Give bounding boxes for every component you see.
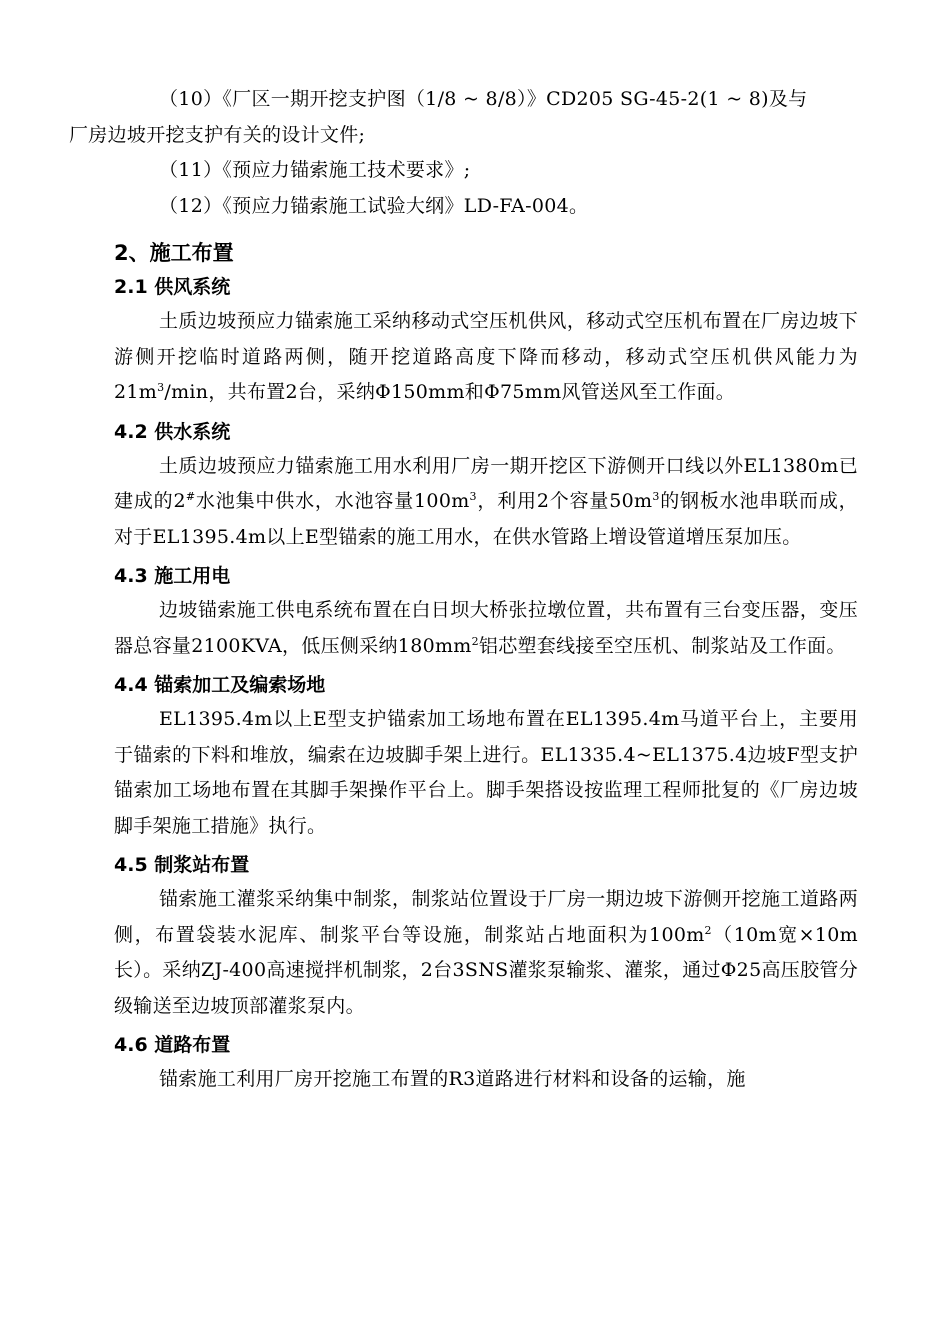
superscript: 2 xyxy=(471,634,479,648)
superscript: 3 xyxy=(469,490,477,503)
heading-4-2: 4.2 供水系统 xyxy=(114,420,231,443)
superscript: 3 xyxy=(652,490,660,503)
paragraph-4-2-text-b: 水池集中供水，水池容量100m xyxy=(195,490,470,512)
document-page xyxy=(69,82,858,1098)
paragraph-2-1-text-a: 土质边坡预应力锚索施工采纳移动式空压机供风，移动式空压机布置在厂房边坡下游侧开挖临时道路两侧，随开挖道路高度下降而移动，移动式空压机供风能力为21m xyxy=(114,310,858,403)
reference-10-line2: 厂房边坡开挖支护有关的设计文件; xyxy=(69,123,366,146)
paragraph-4-5-text-a: 锚索施工灌浆采纳集中制浆，制浆站位置设于厂房一期边坡下游侧开挖施工道路两侧，布置袋装水泥库、制浆平台等设施，制浆站占地面积为100m xyxy=(114,888,858,946)
reference-10 xyxy=(69,82,858,153)
heading-4-4: 4.4 锚索加工及编索场地 xyxy=(114,674,326,696)
heading-4-5: 4.5 制浆站布置 xyxy=(114,854,250,876)
paragraph-4-4: EL1395.4m以上E型支护锚索加工场地布置在EL1395.4m马道平台上，主要用于锚索的下料和堆放，编索在边坡脚手架上进行。EL1335.4~EL1375.4边坡F型支护锚索加工场地布置在其脚手架操作平台上。脚手架搭设按监理工程师批复的《厂房边坡脚手架施工措施》执行。 xyxy=(114,708,858,837)
section-heading-2: 2、施工布置 xyxy=(114,241,234,265)
paragraph-4-2-text-c: ，利用2个容量50m xyxy=(476,490,653,512)
reference-10-line1: （10）《厂区一期开挖支护图（1/8 ~ 8/8）》CD205 SG-45-2(1 ~ 8)及与 xyxy=(159,88,808,110)
paragraph-2-1-text-b: /min，共布置2台，采纳Φ150mm和Φ75mm风管送风至工作面。 xyxy=(164,381,736,403)
reference-12: （12）《预应力锚索施工试验大纲》LD-FA-004。 xyxy=(159,194,589,217)
heading-2-1: 2.1 供风系统 xyxy=(114,276,231,298)
paragraph-2-1 xyxy=(114,304,858,411)
superscript: 2 xyxy=(704,923,712,937)
paragraph-4-3-text-b: 铝芯塑套线接至空压机、制浆站及工作面。 xyxy=(478,634,846,657)
superscript: 3 xyxy=(157,381,165,394)
paragraph-4-2 xyxy=(114,449,858,556)
heading-4-6: 4.6 道路布置 xyxy=(114,1034,231,1056)
paragraph-4-2-text-d: 的钢板水池串联而成，对于EL1395.4m以上E型锚索的施工用水，在供水管路上增设管道增压泵加压。 xyxy=(114,490,858,548)
reference-11: （11）《预应力锚索施工技术要求》; xyxy=(159,159,471,181)
paragraph-4-3 xyxy=(114,593,858,664)
paragraph-4-5 xyxy=(114,882,858,1024)
heading-4-3: 4.3 施工用电 xyxy=(114,565,231,587)
paragraph-4-5-text-b: （10m宽×10m长）。采纳ZJ-400高速搅拌机制浆，2台3SNS灌浆泵输浆、灌浆，通过Φ25高压胶管分级输送至边坡顶部灌浆泵内。 xyxy=(114,923,858,1017)
superscript: # xyxy=(185,490,196,503)
paragraph-4-2-text-a: 土质边坡预应力锚索施工用水利用厂房一期开挖区下游侧开口线以外EL1380m已建成的2 xyxy=(114,454,858,512)
paragraph-4-3-text-a: 边坡锚索施工供电系统布置在白日坝大桥张拉墩位置，共布置有三台变压器，变压器总容量2100KVA，低压侧采纳180mm xyxy=(114,599,858,657)
paragraph-4-6: 锚索施工利用厂房开挖施工布置的R3道路进行材料和设备的运输，施 xyxy=(159,1068,746,1090)
